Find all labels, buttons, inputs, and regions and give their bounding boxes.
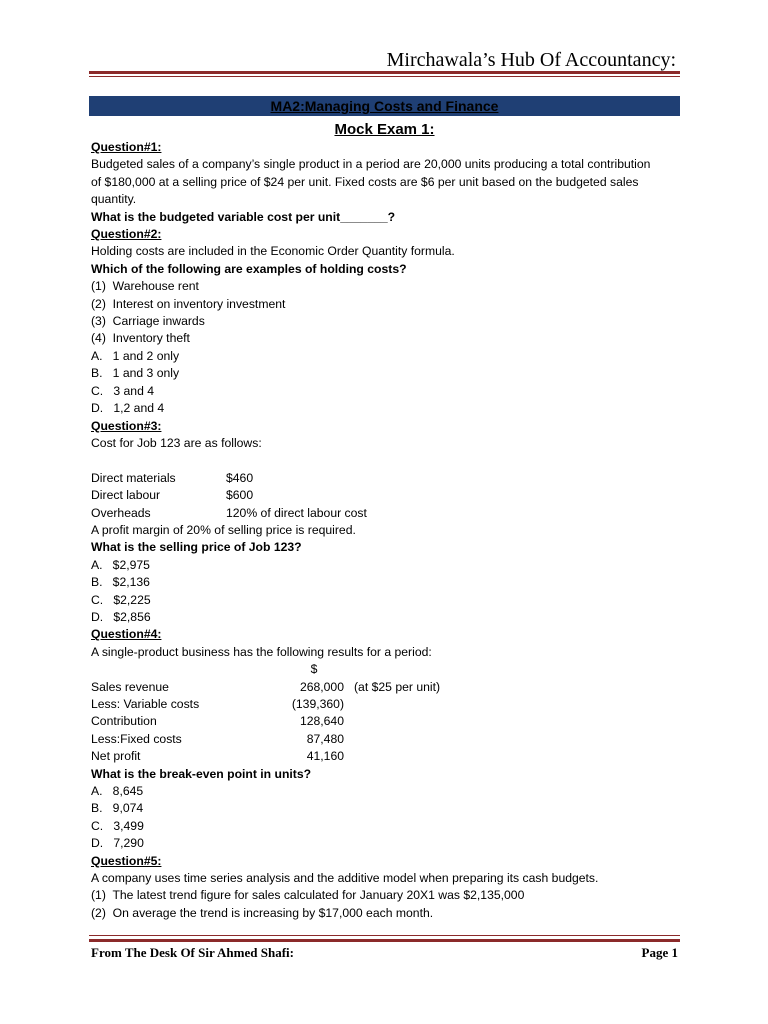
result-row-note: (at $25 per unit) bbox=[354, 679, 441, 694]
cost-row-label: Direct materials bbox=[91, 470, 176, 485]
question-2-option: A. 1 and 2 only bbox=[91, 348, 180, 363]
question-2-option: B. 1 and 3 only bbox=[91, 366, 180, 381]
result-row-value: 41,160 bbox=[306, 749, 344, 764]
question-3-note: A profit margin of 20% of selling price is required. bbox=[91, 522, 356, 537]
question-4-option: B. 9,074 bbox=[91, 801, 144, 816]
result-row-label: Sales revenue bbox=[91, 679, 169, 694]
cost-row bbox=[91, 505, 681, 522]
cost-row-label: Overheads bbox=[91, 505, 151, 520]
cost-row bbox=[91, 470, 681, 487]
question-3-intro: Cost for Job 123 are as follows: bbox=[91, 435, 262, 450]
question-3-option: C. $2,225 bbox=[91, 592, 151, 607]
document-header-title: Mirchawala’s Hub Of Accountancy: bbox=[386, 49, 676, 71]
question-2-ask: Which of the following are examples of holding costs? bbox=[91, 261, 407, 276]
question-3-option: B. $2,136 bbox=[91, 575, 150, 590]
question-2-option: C. 3 and 4 bbox=[91, 383, 155, 398]
question-2-item: (1) Warehouse rent bbox=[91, 279, 199, 294]
result-row bbox=[91, 748, 681, 765]
question-2-item: (4) Inventory theft bbox=[91, 331, 190, 346]
result-row-value: 128,640 bbox=[299, 714, 344, 729]
course-banner: MA2:Managing Costs and Finance bbox=[89, 96, 680, 116]
cost-row-label: Direct labour bbox=[91, 488, 161, 503]
result-row-value: 268,000 bbox=[299, 679, 344, 694]
question-3-ask: What is the selling price of Job 123? bbox=[91, 540, 302, 555]
question-3-option: A. $2,975 bbox=[91, 557, 150, 572]
currency-header bbox=[91, 661, 681, 678]
question-4-heading: Question#4: bbox=[91, 627, 162, 642]
question-4-intro: A single-product business has the following results for a period: bbox=[91, 644, 432, 659]
question-5-heading: Question#5: bbox=[91, 853, 162, 868]
question-5-item: (2) On average the trend is increasing by $17,000 each month. bbox=[91, 905, 434, 920]
question-4-ask: What is the break-even point in units? bbox=[91, 766, 312, 781]
currency-symbol: $ bbox=[310, 662, 318, 677]
spacer bbox=[91, 452, 681, 469]
result-row-value: 87,480 bbox=[306, 731, 344, 746]
cost-row-value: $600 bbox=[226, 488, 254, 503]
question-1-text-line: quantity. bbox=[91, 192, 137, 207]
question-1-text-line: of $180,000 at a selling price of $24 per unit. Fixed costs are $6 per unit based on the budgeted sales bbox=[91, 174, 639, 189]
exam-title: Mock Exam 1: bbox=[334, 121, 435, 138]
footer-author: From The Desk Of Sir Ahmed Shafi: bbox=[91, 945, 294, 960]
cost-row bbox=[91, 487, 681, 504]
question-2-item: (2) Interest on inventory investment bbox=[91, 296, 286, 311]
question-4-option: D. 7,290 bbox=[91, 836, 144, 851]
footer-rule-thick bbox=[89, 939, 680, 942]
question-4-option: C. 3,499 bbox=[91, 818, 144, 833]
page-number: Page 1 bbox=[641, 945, 678, 960]
question-1-heading: Question#1: bbox=[91, 140, 162, 154]
result-row-label: Contribution bbox=[91, 714, 157, 729]
exam-content bbox=[91, 139, 681, 922]
result-row bbox=[91, 679, 681, 696]
question-2-item: (3) Carriage inwards bbox=[91, 314, 205, 329]
question-2-intro: Holding costs are included in the Economic Order Quantity formula. bbox=[91, 244, 455, 259]
question-2-heading: Question#2: bbox=[91, 227, 162, 242]
cost-row-value: 120% of direct labour cost bbox=[226, 505, 367, 520]
result-row-label: Less: Variable costs bbox=[91, 696, 200, 711]
result-row bbox=[91, 696, 681, 713]
question-3-option: D. $2,856 bbox=[91, 609, 151, 624]
question-3-heading: Question#3: bbox=[91, 418, 162, 433]
header-rule-thick bbox=[89, 71, 680, 74]
result-row-value: (139,360) bbox=[291, 696, 344, 711]
result-row-label: Net profit bbox=[91, 749, 141, 764]
header-rule-thin bbox=[89, 76, 680, 77]
question-5-item: (1) The latest trend figure for sales calculated for January 20X1 was $2,135,000 bbox=[91, 888, 525, 903]
cost-row-value: $460 bbox=[226, 470, 254, 485]
question-1-text-line: Budgeted sales of a company’s single product in a period are 20,000 units producing a total contribution bbox=[91, 157, 651, 172]
footer-rule-thin bbox=[89, 935, 680, 936]
result-row bbox=[91, 731, 681, 748]
question-4-option: A. 8,645 bbox=[91, 784, 144, 799]
question-1-ask: What is the budgeted variable cost per unit_______? bbox=[91, 209, 396, 224]
question-5-intro: A company uses time series analysis and the additive model when preparing its cash budgets. bbox=[91, 871, 599, 886]
result-row bbox=[91, 713, 681, 730]
result-row-label: Less:Fixed costs bbox=[91, 731, 182, 746]
question-2-option: D. 1,2 and 4 bbox=[91, 401, 165, 416]
